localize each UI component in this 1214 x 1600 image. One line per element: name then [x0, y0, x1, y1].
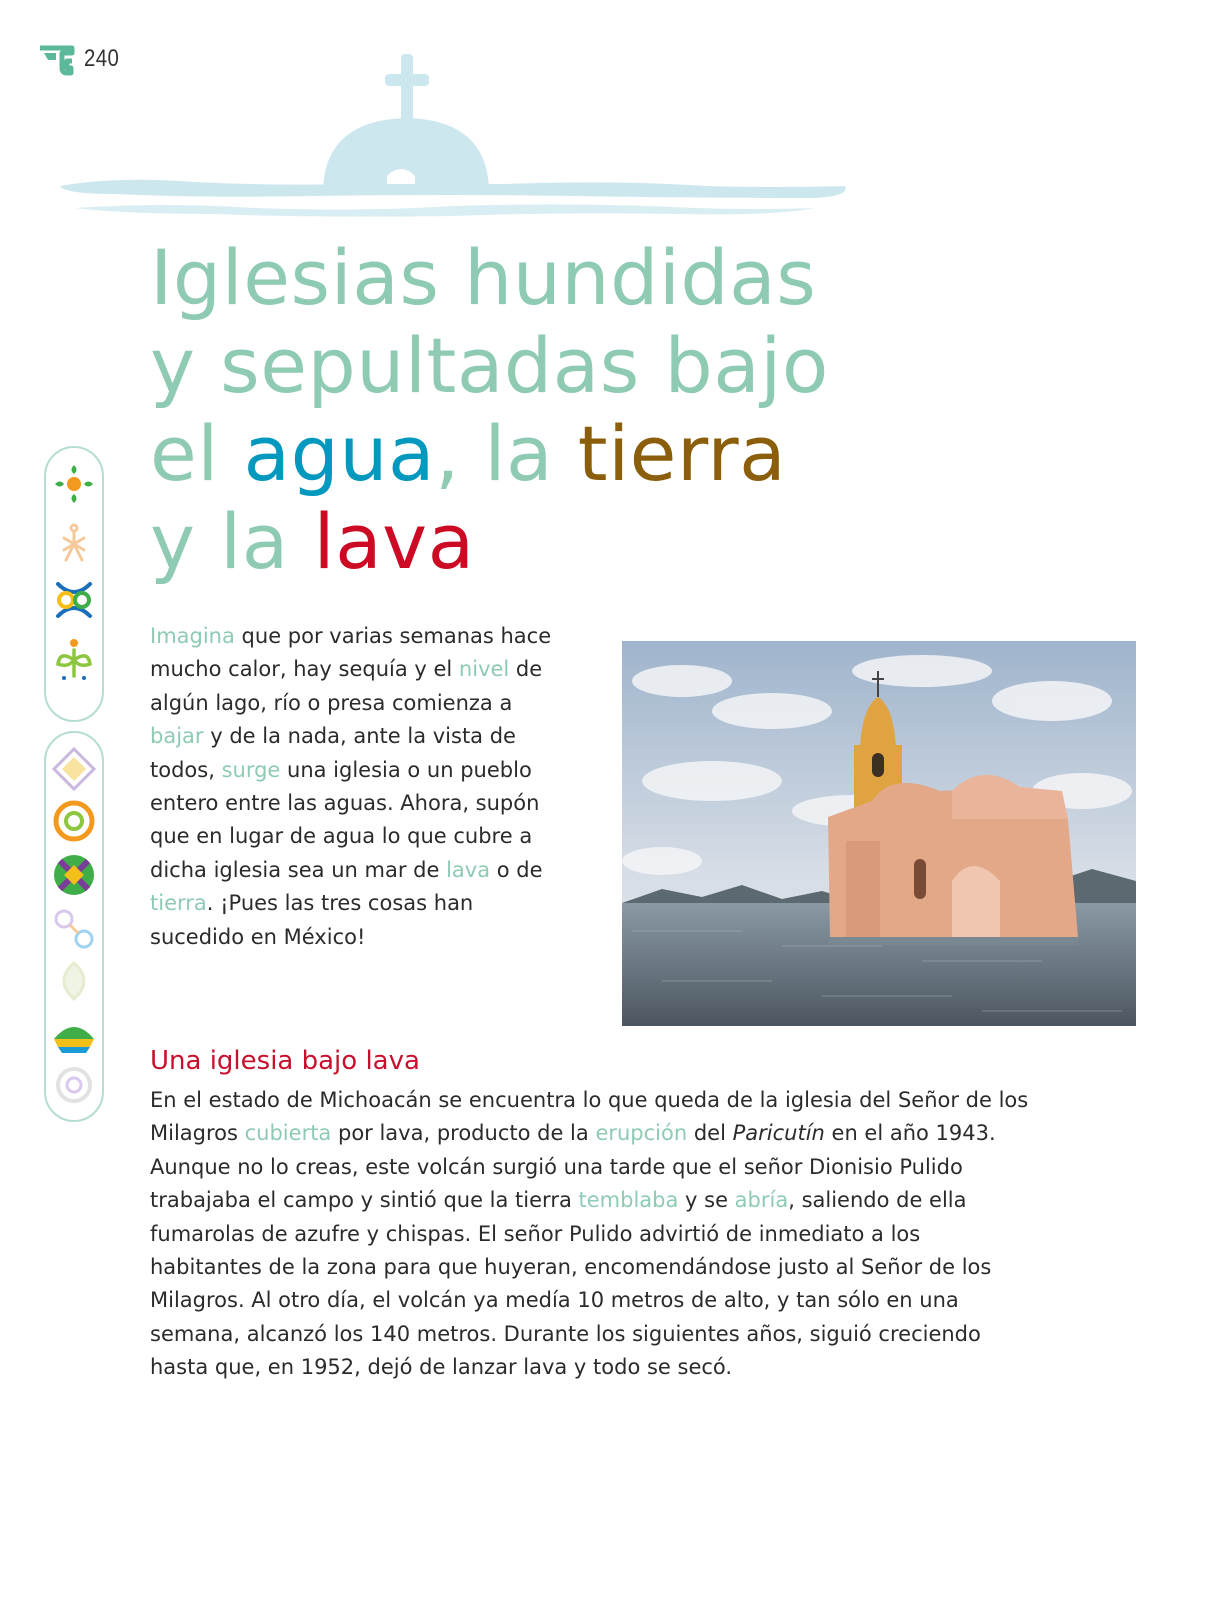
keyword: abría — [734, 1188, 789, 1213]
leaf-shell-icon — [50, 957, 98, 1005]
linked-figures-icon — [50, 576, 98, 624]
diamond-star-icon — [50, 745, 98, 793]
crossed-square-icon — [50, 851, 98, 899]
text-span: que por varias semanas hace mucho calor, hay sequía y el — [150, 624, 552, 682]
volcano-name: Paricutín — [732, 1121, 825, 1146]
text-span: una iglesia o un pueblo entero entre las aguas. Ahora, supón que en lugar de agua lo que cubre a dicha iglesia sea un mar de — [150, 757, 540, 882]
circle-ring-icon — [50, 1061, 98, 1109]
keyword: Imagina — [150, 624, 235, 648]
text-span: En el estado de Michoacán se encuentra lo que queda de la iglesia del Señor de los Milagros — [150, 1088, 1029, 1146]
keyword: temblaba — [578, 1188, 679, 1213]
title-line-3-pre: el — [150, 409, 244, 498]
title-line-1: Iglesias hundidas — [150, 233, 817, 322]
section-paragraph — [150, 1084, 1030, 1385]
page-number: 240 — [84, 45, 120, 72]
keyword: tierra — [150, 891, 207, 916]
text-span: de algún lago, río o presa comienza a — [150, 657, 543, 715]
field-formation-sidebar-top — [44, 446, 104, 722]
people-circle-icon — [50, 520, 98, 568]
linked-circles-icon — [50, 905, 98, 953]
section-heading: Una iglesia bajo lava — [150, 1046, 420, 1076]
keyword: lava — [446, 857, 491, 882]
intro-paragraph — [150, 620, 570, 954]
title-line-2: y sepultadas bajo — [150, 321, 829, 410]
title-word-agua: agua — [243, 409, 436, 498]
keyword: bajar — [150, 724, 204, 749]
keyword: nivel — [458, 657, 510, 682]
text-span: y de la nada, ante la vista de todos, — [150, 724, 516, 782]
submerged-church-photo — [622, 641, 1136, 1026]
text-span: del — [687, 1121, 733, 1146]
text-span: . ¡Pues las tres cosas han sucedido en México! — [150, 891, 474, 949]
text-span: , saliendo de ella fumarolas de azufre y chispas. El señor Pulido advirtió de inmediato a los habitantes de la zona para que huyeran, encomendándose justo al Señor de los Milagros. Al otro día, el volcán ya medía 10 metros de alto, y tan sólo en una semana, alcanzó los 140 metros. Durante los siguientes años, siguió creciendo hasta que, en 1952, dejó de lanzar lava y todo se secó. — [150, 1188, 992, 1380]
sprout-figure-icon — [50, 636, 98, 684]
field-formation-icon — [50, 460, 98, 508]
text-span: en el año 1943. Aunque no lo creas, este volcán surgió una tarde que el señor Dionisio Pulido trabajaba el campo y sintió que la tierra — [150, 1121, 996, 1213]
church-silhouette-icon — [55, 48, 855, 228]
text-span: y se — [678, 1188, 735, 1213]
page-title — [150, 234, 829, 586]
hill-sun-icon — [50, 1009, 98, 1057]
spiral-icon — [50, 797, 98, 845]
title-word-tierra: tierra — [577, 409, 787, 498]
title-line-4-pre: y la — [150, 497, 314, 586]
text-span: por lava, producto de la — [331, 1121, 596, 1146]
field-formation-sidebar-bottom — [44, 731, 104, 1122]
title-line-3-mid: , la — [435, 409, 578, 498]
keyword: surge — [221, 757, 281, 782]
keyword: cubierta — [244, 1121, 332, 1146]
keyword: erupción — [595, 1121, 688, 1146]
title-word-lava: lava — [313, 497, 475, 586]
text-span: o de — [490, 857, 543, 882]
